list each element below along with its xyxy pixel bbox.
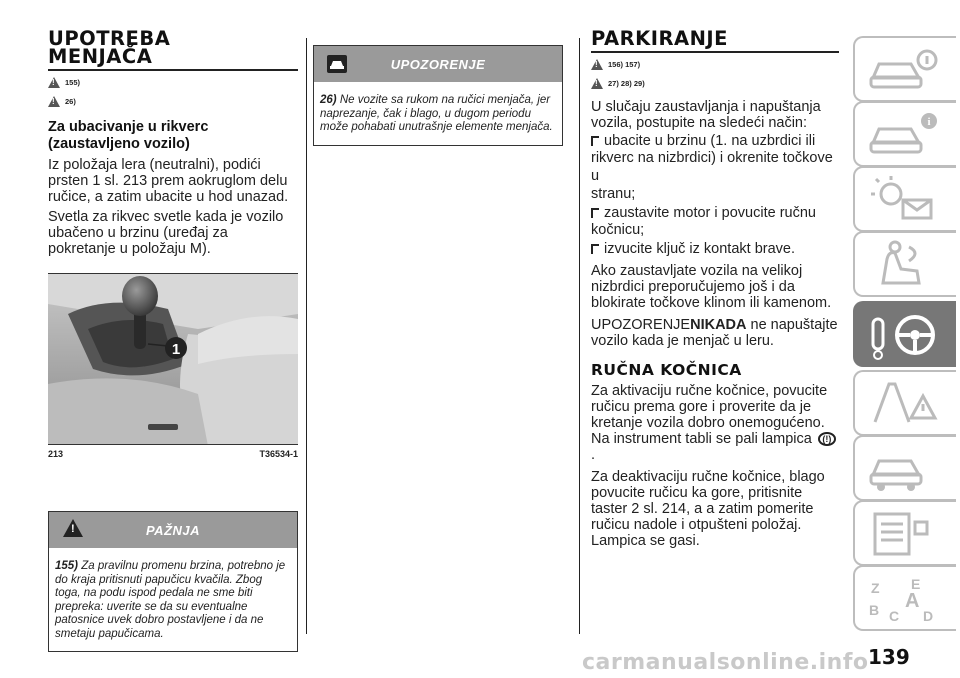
list-item-continuation: rikverc na nizbrdici) i okrenite točkove u <box>591 150 833 184</box>
paragraph-end: . <box>591 447 596 463</box>
figure-code: T36534-1 <box>259 449 298 459</box>
warning-box-header <box>314 46 562 82</box>
bullet-icon <box>591 244 599 254</box>
column-divider <box>306 38 307 634</box>
title-line-1: UPOTREBA <box>48 27 171 50</box>
svg-text:C: C <box>889 608 900 624</box>
caution-ref: 27) 28) 29) <box>608 79 645 88</box>
figure-callout: 1 <box>171 341 181 358</box>
svg-text:i: i <box>927 116 931 128</box>
svg-text:Z: Z <box>871 580 880 596</box>
paragraph: Ako zaustavljate vozila na velikoj nizbrdici preporučujemo još i da blokirate točkove klinom ili kamenom. <box>591 263 832 311</box>
warning-box-caution <box>313 45 563 146</box>
car-info-icon <box>865 109 945 161</box>
paragraph: Za deaktivaciju ručne kočnice, blago povucite ručicu ka gore, pritisnite taster 2 sl. 214, a a zatim pomerite ručicu nadole i otpušteni položaj. Lampica se gasi. <box>591 469 825 549</box>
list-item <box>591 205 839 221</box>
car-info-icon <box>865 44 945 96</box>
warning-triangle-icon <box>591 78 603 89</box>
warning-ref-line <box>48 75 298 90</box>
page-number: 139 <box>868 645 910 669</box>
warning-box-header <box>49 512 297 548</box>
side-tab-maintenance[interactable] <box>853 435 956 501</box>
warning-ref: 156) 157) <box>608 60 641 69</box>
paragraph-activate <box>591 383 839 463</box>
column-gear-use <box>48 27 298 652</box>
paragraph: U slučaju zaustavljanja i napuštanja vozila, postupite na sledeći način: <box>591 99 821 131</box>
paragraph: Svetla za rikvec svetle kada je vozilo ubačeno u brzinu (uređaj za pokretanje u položaju M). <box>48 209 284 257</box>
technical-data-icon <box>865 508 945 560</box>
list-item-continuation: stranu; <box>591 186 636 202</box>
paragraph-text: Za aktivaciju ručne kočnice, povucite ručicu prema gore i proverite da je kretanje vozila dobro onemogućeno. Na instrument tabli se pali lampica <box>591 383 828 447</box>
paragraph-never <box>591 317 839 349</box>
warning-box-ref: 26) <box>320 94 337 106</box>
warning-box-ref: 155) <box>55 560 79 572</box>
airbag-seat-icon <box>865 239 945 291</box>
warning-triangle-icon <box>48 96 60 107</box>
warning-label: UPOZORENJE <box>591 317 691 333</box>
warning-emphasis: NIKADA <box>690 317 747 333</box>
column-divider <box>579 38 580 634</box>
column-caution <box>313 45 568 146</box>
warning-triangle-icon <box>591 59 603 70</box>
list-item-continuation: kočnicu; <box>591 222 645 238</box>
section-title: PARKIRANJE <box>591 27 728 50</box>
watermark: carmanualsonline.info <box>582 650 869 675</box>
road-warning-icon <box>865 378 945 430</box>
car-service-icon <box>865 443 945 495</box>
side-tab-car-info[interactable] <box>853 36 956 102</box>
side-tab-technical-data[interactable] <box>853 500 956 566</box>
subheading <box>48 119 298 153</box>
side-tab-starting-driving[interactable] <box>853 301 956 367</box>
warning-lights-icon <box>865 174 945 226</box>
parking-brake-lamp-icon: (!) <box>818 432 836 446</box>
subheading-line-2: (zaustavljeno vozilo) <box>48 136 190 152</box>
section-title <box>48 27 298 68</box>
warning-box-text: Za pravilnu promenu brzina, potrebno je do kraja pritisnuti papučicu kvačila. Zbog toga, na podu ispod pedala ne sme biti prepreka: uverite se da su eventualne patosnice uvek dobro postavljene i da ne smetaju papučicama. <box>55 560 286 640</box>
caution-ref: 26) <box>65 97 76 106</box>
warning-box-heading: UPOZORENJE <box>390 57 486 72</box>
side-tab-emergency[interactable] <box>853 370 956 436</box>
warning-box-text: Ne vozite sa rukom na ručici menjača, jer naprezanje, čak i blago, u dugom periodu može pohabati unutrašnje elemente menjača. <box>320 94 553 133</box>
alphabetical-index-icon <box>865 573 945 625</box>
side-tab-index[interactable] <box>853 565 956 631</box>
section-subtitle: RUČNA KOČNICA <box>591 361 742 379</box>
caution-ref-line <box>591 76 839 91</box>
warning-box-body <box>49 548 297 641</box>
title-rule <box>48 69 298 71</box>
title-line-2: MENJAČA <box>48 45 153 68</box>
list-item <box>591 241 839 257</box>
title-rule <box>591 51 839 53</box>
warning-text: ne napuštajte vozilo kada je menjač u leru. <box>591 317 838 349</box>
list-item <box>591 133 839 149</box>
svg-text:E: E <box>911 576 921 592</box>
warning-box-body <box>314 82 562 135</box>
svg-text:D: D <box>923 608 934 624</box>
side-tab-car-knowing[interactable] <box>853 101 956 167</box>
column-parking <box>591 27 839 549</box>
bullet-icon <box>591 208 599 218</box>
list-item-text: zaustavite motor i povucite ručnu <box>604 205 816 221</box>
warning-box-heading: PAŽNJA <box>145 523 201 538</box>
bullet-icon <box>591 136 599 146</box>
side-tab-safety[interactable] <box>853 231 956 297</box>
steering-wheel-key-icon <box>865 309 945 361</box>
list-item-text: izvucite ključ iz kontakt brave. <box>604 241 795 257</box>
caution-ref-line <box>48 94 298 109</box>
figure-caption <box>48 449 298 459</box>
warning-ref: 155) <box>65 78 81 87</box>
figure-gear-lever <box>48 273 298 445</box>
subheading-line-1: Za ubacivanje u rikverc <box>48 119 209 135</box>
gear-lever-illustration <box>48 274 298 445</box>
warning-triangle-icon <box>48 77 60 88</box>
figure-number: 213 <box>48 449 64 459</box>
side-tab-warning-lights[interactable] <box>853 166 956 232</box>
list-item-text: ubacite u brzinu (1. na uzbrdici ili <box>604 133 816 149</box>
svg-text:A: A <box>905 590 920 612</box>
warning-box-attention <box>48 511 298 652</box>
warning-ref-line <box>591 57 839 72</box>
svg-text:B: B <box>869 602 880 618</box>
paragraph: Iz položaja lera (neutralni), podići prsten 1 sl. 213 prem aokruglom delu ručice, a zatim ubacite u hod unazad. <box>48 157 289 205</box>
